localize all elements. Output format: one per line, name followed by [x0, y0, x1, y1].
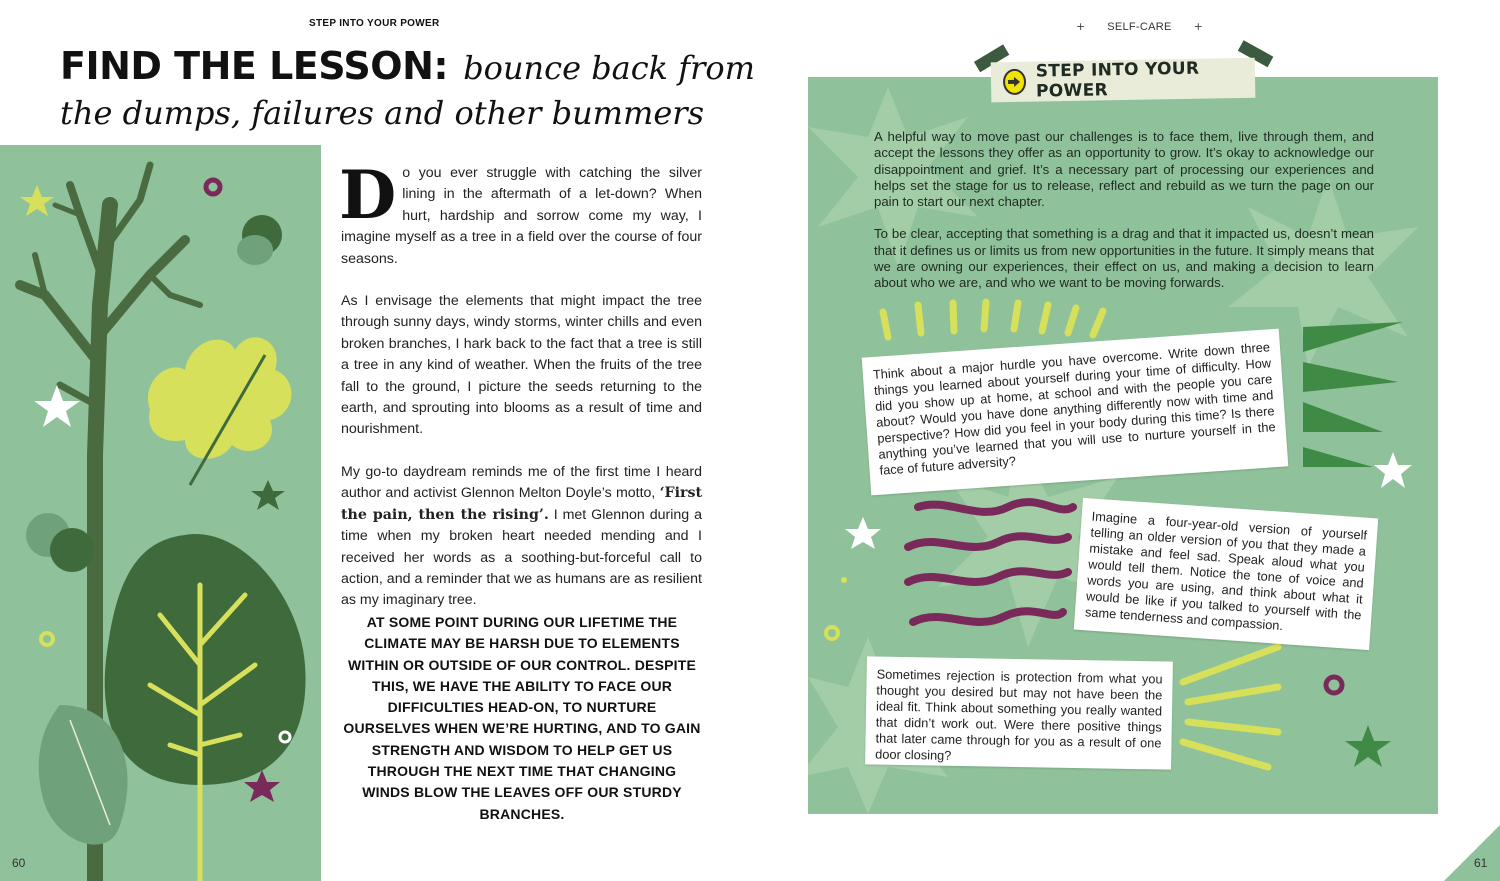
section-header	[1076, 20, 1203, 33]
ring-icon	[841, 577, 847, 583]
body-paragraph-2: As I envisage the elements that might impact the tree through sunny days, windy storms, winter chills and even broken branches, I hark back to the fact that a tree is still a tree in any kind of weather. When the fruits of the tree fall to the ground, I picture the seeds returning to the earth, and sprouting into blooms as a result of time and nourishment.	[341, 293, 702, 438]
plus-icon: +	[1076, 20, 1086, 33]
tree-illustration	[0, 145, 321, 881]
ring-icon	[41, 633, 53, 645]
intro-paragraph-1: A helpful way to move past our challenges is to face them, live through them, and accept the lessons they offer as an opportunity to grow. It’s okay to acknowledge our disappointment and grief. It’s a necessary part of processing our experiences and helps set the stage for us to release, reflect and rebuild as we turn the page on our pain to start our next chapter.	[874, 129, 1374, 210]
body-text-column	[339, 156, 702, 633]
ring-icon	[206, 180, 220, 194]
badge-label: STEP INTO YOUR POWER	[1035, 58, 1200, 102]
green-triangles-icon	[1303, 322, 1403, 467]
star-icon	[251, 480, 285, 510]
yellow-dashes-icon	[883, 302, 1103, 337]
ring-icon	[826, 627, 838, 639]
star-icon	[1374, 452, 1412, 488]
prompt-note-2: Imagine a four-year-old version of yourself telling an older version of you that they made a mistake and feel sad. Speak aloud what you would tell them. Notice the tone of voice and words you are using, and think about what it would be like if you talked to yourself with the same tenderness and compassion.	[1074, 498, 1378, 650]
intro-paragraph-2: To be clear, accepting that something is a drag and that it impacted us, doesn’t mean that it defines us or limits us from new opportunities in the future. It simply means that we are owning our experiences, their effect on us, and making a decision to learn about who we are, and who we want to be moving forwards.	[874, 226, 1374, 291]
corner-tab-right	[1444, 825, 1500, 881]
oak-leaf-icon	[148, 337, 291, 485]
drop-cap: D	[339, 156, 397, 234]
body-paragraph-3: My go-to daydream reminds me of the first time I heard author and activist Glennon Melton Doyle’s motto, ‘First the pain, then the rising’. I met Glennon during a time when my broken heart needed mending and I received her words as a soothing-but-forceful call to action, and a reminder that we as humans are as resilient as my imaginary tree.	[341, 463, 702, 609]
prompt-note-3: Sometimes rejection is protection from what you thought you desired but may not have been the ideal fit. Think about something you really wanted that didn’t work out. Were there positive things that later came through for you as a result of one door closing?	[865, 656, 1173, 769]
intro-text	[874, 129, 1374, 292]
running-head: STEP INTO YOUR POWER	[309, 18, 440, 29]
star-icon	[845, 517, 881, 549]
body-paragraph-1: Do you ever struggle with catching the silver lining in the aftermath of a let-down? When hurt, hardship and sorrow come my way, I imagine myself as a tree in a field over the course of four seasons.	[339, 156, 702, 267]
pull-quote: AT SOME POINT DURING OUR LIFETIME THE CLIMATE MAY BE HARSH DUE TO ELEMENTS WITHIN OR OUTSIDE OF OUR CONTROL. DESPITE THIS, WE HAVE THE ABILITY TO FACE OUR DIFFICULTIES HEAD-ON, TO NURTURE OURSELVES WHEN WE’RE HURTING, AND TO GAIN STRENGTH AND WISDOM TO HELP GET US THROUGH THE NEXT TIME THAT CHANGING WINDS BLOW THE LEAVES OFF OUR STURDY BRANCHES.	[343, 614, 701, 822]
plus-icon: +	[1193, 20, 1203, 33]
page-title	[60, 44, 755, 88]
acorn-icon-left	[26, 513, 94, 572]
star-icon	[1345, 725, 1391, 767]
title-badge	[985, 52, 1264, 105]
section-label: SELF-CARE	[1107, 20, 1172, 33]
star-icon	[20, 185, 54, 216]
ring-icon	[1326, 677, 1342, 693]
prompt-note-1: Think about a major hurdle you have overcome. Write down three things you learned about yourself during your time of difficulty. How did you show up at home, at school and with the people you care about? Would you have done anything differently now with time and perspective? How did you feel in your body during this time? Is there anything you’ve learned that you will use to nurture yourself in the face of future adversity?	[862, 329, 1289, 496]
leafy-tree-icon	[105, 534, 306, 880]
arrow-right-icon	[1003, 69, 1026, 95]
page-number-left: 60	[12, 856, 26, 870]
title-bold: FIND THE LESSON:	[60, 44, 449, 88]
left-illustration-panel	[0, 145, 321, 881]
acorn-icon-top	[237, 215, 282, 265]
page-number-right: 61	[1474, 856, 1488, 870]
quote-motto: ‘First the pain, then the rising’.	[341, 485, 702, 523]
title-script-line2: the dumps, failures and other bummers	[60, 94, 705, 132]
title-script-line1: bounce back from	[463, 49, 755, 87]
corner-tab-left	[0, 825, 22, 847]
yellow-rays-icon	[1183, 647, 1278, 767]
